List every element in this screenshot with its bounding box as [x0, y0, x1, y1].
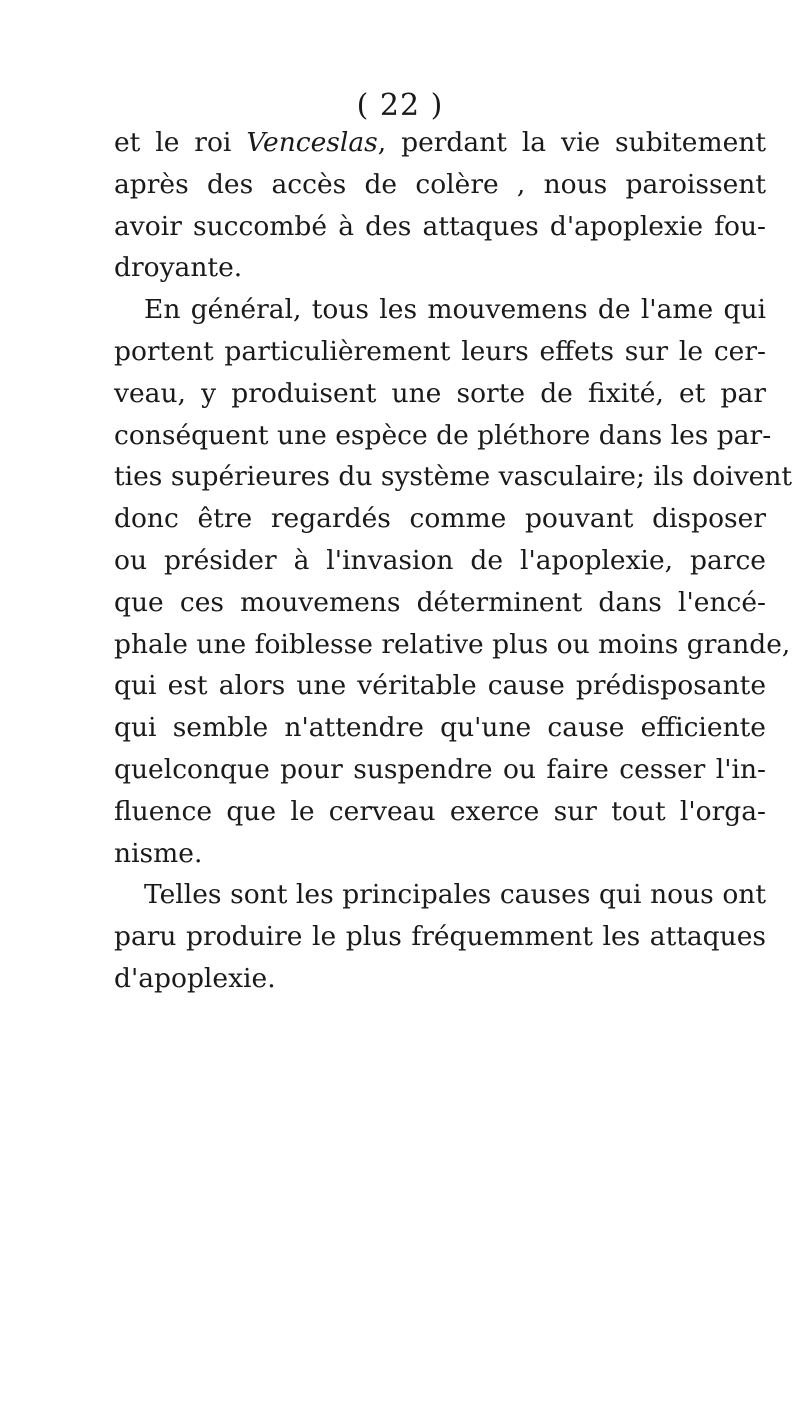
text-line: Telles sont les principales causes qui nous ont: [144, 879, 766, 911]
text-line: après des accès de colère , nous paroissent: [114, 168, 766, 200]
text-line: paru produire le plus fréquemment les attaques: [114, 921, 766, 953]
text-line: nisme.: [114, 837, 203, 869]
text-line: avoir succombé à des attaques d'apoplexie fou-: [114, 210, 766, 242]
body-text: [114, 122, 793, 1000]
text-line: veau, y produisent une sorte de fixité, et par: [114, 377, 766, 409]
text-line: qui semble n'attendre qu'une cause efficiente: [114, 712, 766, 744]
text-segment: et le roi: [114, 127, 247, 158]
italic-name: Venceslas: [246, 127, 378, 158]
text-line: En général, tous les mouvemens de l'ame qui: [144, 294, 766, 326]
text-line: phale une foiblesse relative plus ou moins grande,: [114, 628, 791, 660]
text-line: ou présider à l'invasion de l'apoplexie, parce: [114, 544, 766, 576]
text-line: [114, 122, 766, 164]
text-line: conséquent une espèce de pléthore dans les par-: [114, 419, 772, 451]
text-segment: , perdant la vie subitement: [377, 127, 767, 158]
text-line: quelconque pour suspendre ou faire cesser l'in-: [114, 753, 766, 785]
text-line: d'apoplexie.: [114, 962, 276, 994]
text-line: droyante.: [114, 252, 243, 284]
text-line: qui est alors une véritable cause prédisposante: [114, 670, 766, 702]
text-line: que ces mouvemens déterminent dans l'encé-: [114, 586, 766, 618]
text-line: donc être regardés comme pouvant disposer: [114, 503, 766, 535]
text-line: portent particulièrement leurs effets sur le cer-: [114, 335, 766, 367]
page-number: ( 22 ): [356, 88, 444, 123]
text-line: ties supérieures du système vasculaire; ils doivent: [114, 461, 793, 493]
text-line: fluence que le cerveau exerce sur tout l'orga-: [114, 795, 766, 827]
